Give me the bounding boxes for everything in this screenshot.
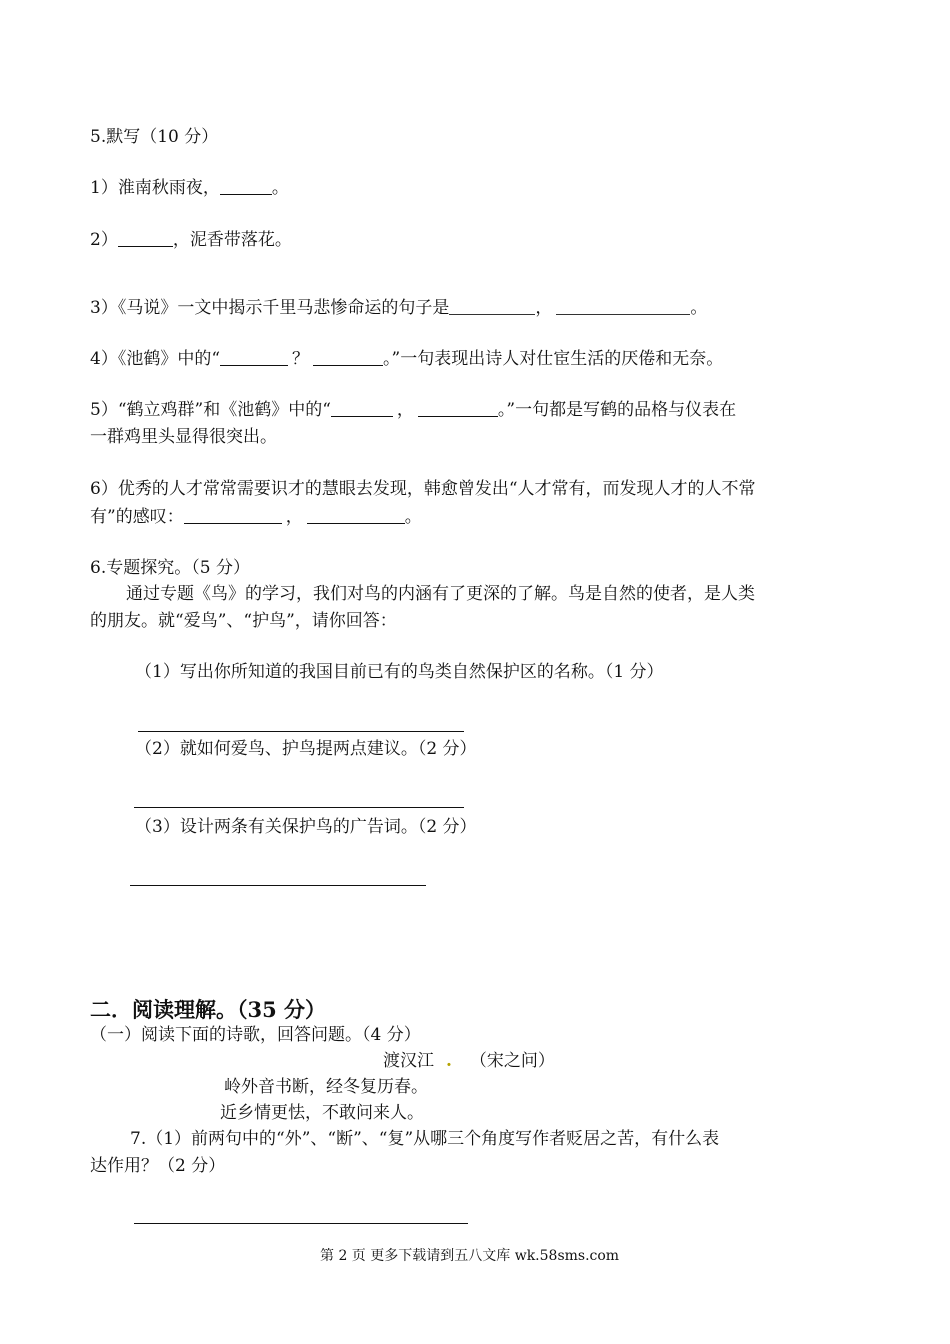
q7-question: 7.（1）前两句中的“外”、“断”、“复”从哪三个角度写作者贬居之苦，有什么表 — [130, 1129, 720, 1149]
q6-sub-2: （2）就如何爱鸟、护鸟提两点建议。（2 分） — [135, 739, 477, 759]
q5-item-1: 1）淮南秋雨夜， 。 — [90, 178, 289, 198]
answer-blank — [449, 296, 535, 315]
answer-blank — [220, 347, 288, 366]
answer-blank — [331, 398, 393, 417]
answer-line — [134, 807, 464, 808]
answer-line — [138, 731, 464, 732]
poem-line: 岭外音书断，经冬复历春。 — [224, 1077, 428, 1097]
answer-blank — [313, 347, 383, 366]
part-heading: （一）阅读下面的诗歌，回答问题。（4 分） — [90, 1025, 421, 1045]
page-footer: 第 2 页 更多下载请到五八文库 wk.58sms.com — [320, 1248, 620, 1264]
answer-blank — [184, 505, 282, 524]
q6-title: 6.专题探究。（5 分） — [90, 558, 250, 578]
q5-title: 5.默写（10 分） — [90, 127, 219, 147]
q6-sub-1: （1）写出你所知道的我国目前已有的鸟类自然保护区的名称。（1 分） — [135, 662, 664, 682]
answer-blank — [118, 228, 173, 247]
answer-line — [130, 885, 426, 886]
q5-item-4: 4）《池鹤》中的“ ？ 。”一句表现出诗人对仕宦生活的厌倦和无奈。 — [90, 349, 724, 369]
q5-item-2: 2） ，泥香带落花。 — [90, 230, 292, 250]
answer-blank — [556, 296, 690, 315]
answer-line — [134, 1223, 468, 1224]
poem-line: 近乡情更怯，不敢问来人。 — [220, 1103, 424, 1123]
answer-blank — [418, 398, 498, 417]
q5-item-6-cont: 有”的感叹： ， 。 — [90, 507, 422, 527]
answer-blank — [307, 505, 405, 524]
q6-intro: 通过专题《鸟》的学习，我们对鸟的内涵有了更深的了解。鸟是自然的使者，是人类 — [126, 584, 755, 604]
q5-item-5: 5）“鹤立鸡群”和《池鹤》中的“ ， 。”一句都是写鹤的品格与仪表在 — [90, 400, 737, 420]
q5-item-6: 6）优秀的人才常常需要识才的慧眼去发现，韩愈曾发出“人才常有，而发现人才的人不常 — [90, 479, 756, 499]
q5-item-5-cont: 一群鸡里头显得很突出。 — [90, 427, 277, 447]
section-title: 二．阅读理解。（35 分） — [90, 997, 327, 1022]
q5-item-3: 3）《马说》一文中揭示千里马悲惨命运的句子是 ， 。 — [90, 298, 708, 318]
poem-title: 渡汉江 . （宋之问） — [383, 1051, 555, 1071]
q7-question-cont: 达作用？（2 分） — [90, 1156, 226, 1176]
q6-sub-3: （3）设计两条有关保护鸟的广告词。（2 分） — [135, 817, 477, 837]
q6-intro-cont: 的朋友。就“爱鸟”、“护鸟”，请你回答： — [90, 611, 397, 631]
answer-blank — [220, 176, 272, 195]
